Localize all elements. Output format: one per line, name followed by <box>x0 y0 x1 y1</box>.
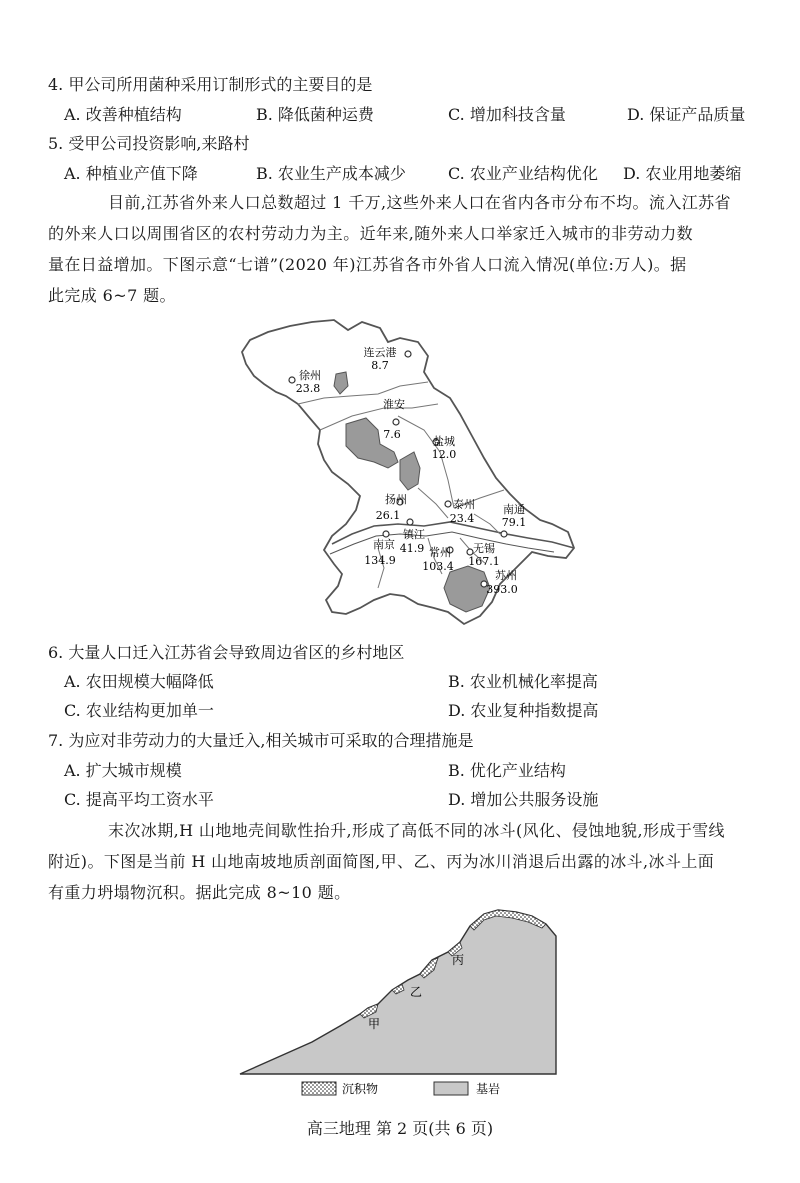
passage2-line: 附近)。下图是当前 H 山地南坡地质剖面简图,甲、乙、丙为冰川消退后出露的冰斗,冰斗上面 <box>48 852 715 871</box>
city-name: 盐城 <box>433 435 455 448</box>
cirque-label-jia: 甲 <box>367 1017 381 1031</box>
question-5-stem: 5. 受甲公司投资影响,来路村 <box>48 134 250 153</box>
q5-option-c: C. 农业产业结构优化 <box>448 164 598 183</box>
city-name: 南京 <box>373 538 395 551</box>
passage2-line: 末次冰期,H 山地地壳间歇性抬升,形成了高低不同的冰斗(风化、侵蚀地貌,形成于雪线 <box>108 821 725 840</box>
legend-sediment-swatch <box>302 1082 336 1095</box>
city-name: 泰州 <box>453 498 475 511</box>
legend-bedrock-label: 基岩 <box>476 1082 501 1096</box>
passage-cirque <box>48 815 756 908</box>
q6-option-d: D. 农业复种指数提高 <box>448 701 599 720</box>
q4-option-d: D. 保证产品质量 <box>627 105 746 124</box>
question-4-stem: 4. 甲公司所用菌种采用订制形式的主要目的是 <box>48 75 373 94</box>
city-name: 连云港 <box>363 346 397 359</box>
city-name: 徐州 <box>299 369 321 382</box>
jiangsu-map <box>228 312 588 632</box>
passage1-line: 量在日益增加。下图示意“七谱”(2020 年)江苏省各市外省人口流入情况(单位:万人)。据 <box>48 255 687 274</box>
page-footer: 高三地理 第 2 页(共 6 页) <box>306 1119 494 1138</box>
legend-sediment-label: 沉积物 <box>342 1082 379 1096</box>
city-value: 393.0 <box>486 583 518 596</box>
city-name: 无锡 <box>473 542 495 555</box>
cirque-label-yi: 乙 <box>409 985 423 999</box>
q5-option-a: A. 种植业产值下降 <box>64 164 198 183</box>
city-value: 26.1 <box>375 509 401 522</box>
question-6-stem: 6. 大量人口迁入江苏省会导致周边省区的乡村地区 <box>48 643 405 662</box>
city-value: 12.0 <box>431 448 457 461</box>
q7-option-d: D. 增加公共服务设施 <box>448 790 599 809</box>
question-7-stem: 7. 为应对非劳动力的大量迁入,相关城市可采取的合理措施是 <box>48 731 474 750</box>
q6-option-a: A. 农田规模大幅降低 <box>64 672 214 691</box>
q6-option-b: B. 农业机械化率提高 <box>448 672 598 691</box>
q6-option-c: C. 农业结构更加单一 <box>64 701 214 720</box>
city-value: 79.1 <box>501 516 527 529</box>
passage2-line: 有重力坍塌物沉积。据此完成 8~10 题。 <box>48 883 351 902</box>
city-value: 23.8 <box>295 382 321 395</box>
q4-option-b: B. 降低菌种运费 <box>256 105 374 124</box>
passage1-line: 此完成 6~7 题。 <box>48 286 176 305</box>
city-taizhou <box>445 498 475 525</box>
city-name: 常州 <box>429 546 451 559</box>
mountain-profile <box>236 900 566 1105</box>
city-name: 淮安 <box>383 398 405 411</box>
city-yancheng <box>432 434 457 461</box>
profile-legend <box>302 1081 500 1096</box>
q7-option-c: C. 提高平均工资水平 <box>64 790 214 809</box>
cirque-label-bing: 丙 <box>451 953 465 967</box>
city-name: 南通 <box>503 503 525 516</box>
q4-option-a: A. 改善种植结构 <box>64 105 182 124</box>
city-name: 苏州 <box>495 569 517 582</box>
city-name: 扬州 <box>385 493 407 506</box>
city-name: 镇江 <box>403 528 425 541</box>
passage-migration <box>48 187 756 311</box>
legend-bedrock-swatch <box>434 1082 468 1095</box>
city-value: 167.1 <box>468 555 500 568</box>
q4-option-c: C. 增加科技含量 <box>448 105 566 124</box>
q7-option-a: A. 扩大城市规模 <box>64 761 182 780</box>
passage1-line: 的外来人口以周围省区的农村劳动力为主。近年来,随外来人口举家迁入城市的非劳动力数 <box>48 224 694 243</box>
q7-option-b: B. 优化产业结构 <box>448 761 566 780</box>
city-value: 8.7 <box>371 359 389 372</box>
city-value: 134.9 <box>364 554 396 567</box>
city-value: 103.4 <box>422 560 454 573</box>
q5-option-b: B. 农业生产成本减少 <box>256 164 406 183</box>
city-value: 41.9 <box>399 542 425 555</box>
city-value: 23.4 <box>449 512 475 525</box>
passage1-line: 目前,江苏省外来人口总数超过 1 千万,这些外来人口在省内各市分布不均。流入江苏省 <box>108 193 731 212</box>
q5-option-d: D. 农业用地萎缩 <box>623 164 742 183</box>
city-value: 7.6 <box>383 428 401 441</box>
